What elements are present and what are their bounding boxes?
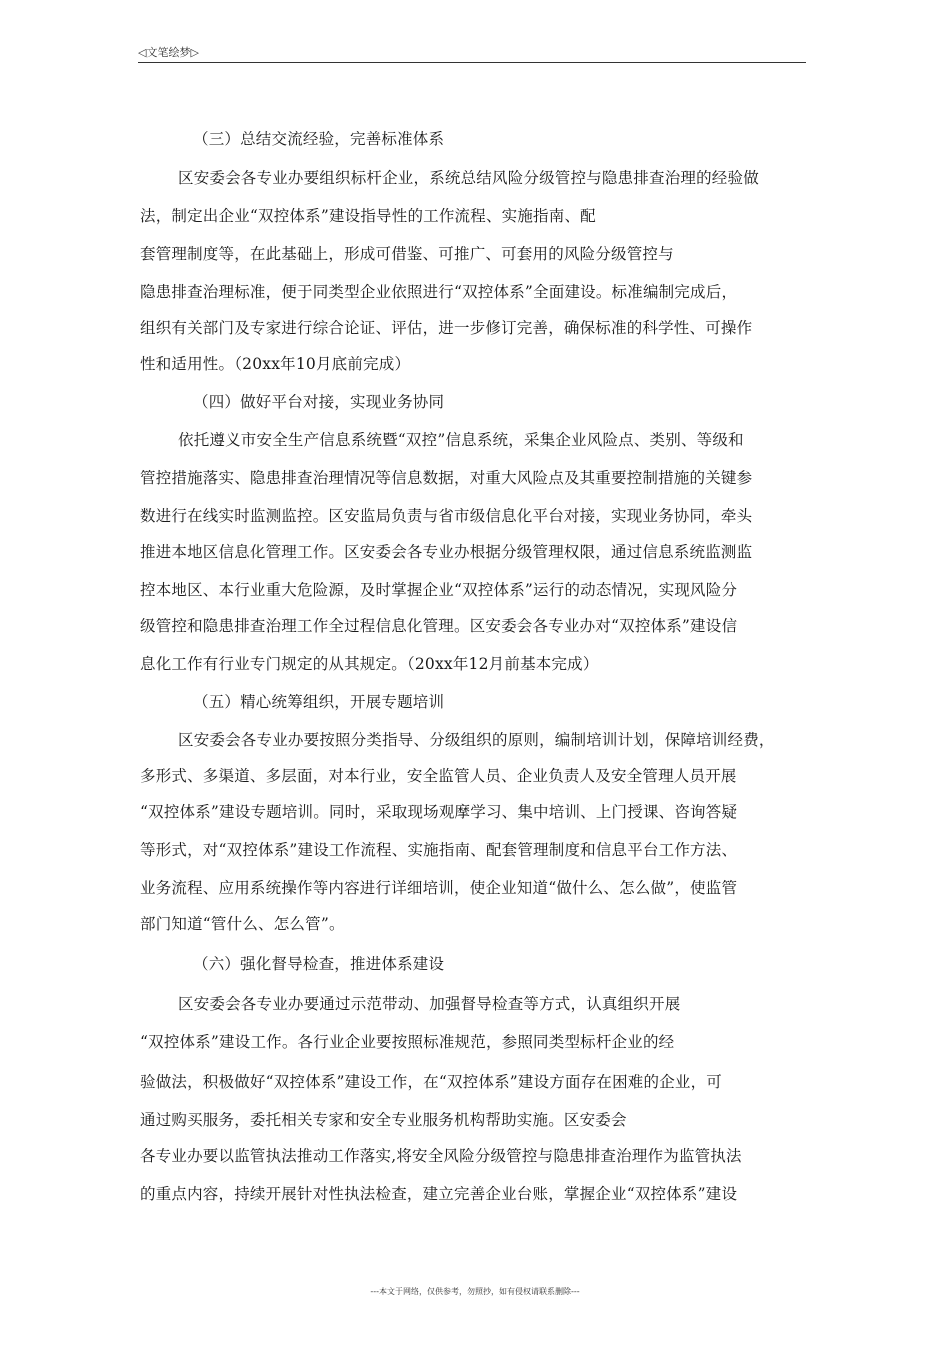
paragraph-line: 业务流程、应用系统操作等内容进行详细培训，使企业知道“做什么、怎么做”，使监管 bbox=[140, 879, 738, 897]
paragraph-line: 的重点内容，持续开展针对性执法检查，建立完善企业台账，掌握企业“双控体系”建设 bbox=[140, 1185, 738, 1203]
paragraph-line: 套管理制度等，在此基础上，形成可借鉴、可推广、可套用的风险分级管控与 bbox=[140, 245, 674, 263]
page-header bbox=[138, 42, 806, 63]
paragraph-line: 推进本地区信息化管理工作。区安委会各专业办根据分级管理权限，通过信息系统监测监 bbox=[140, 543, 753, 561]
paragraph-line: 部门知道“管什么、怎么管”。 bbox=[140, 915, 345, 933]
paragraph-line: 依托遵义市安全生产信息系统暨“双控”信息系统，采集企业风险点、类别、等级和 bbox=[178, 431, 744, 449]
paragraph-line: 通过购买服务，委托相关专家和安全专业服务机构帮助实施。区安委会 bbox=[140, 1111, 627, 1129]
paragraph-line: 各专业办要以监管执法推动工作落实,将安全风险分级管控与隐患排查治理作为监管执法 bbox=[140, 1147, 742, 1165]
paragraph-line: 级管控和隐患排查治理工作全过程信息化管理。区安委会各专业办对“双控体系”建设信 bbox=[140, 617, 738, 635]
paragraph-line: 管控措施落实、隐患排查治理情况等信息数据，对重大风险点及其重要控制措施的关键参 bbox=[140, 469, 753, 487]
paragraph-line: 验做法，积极做好“双控体系”建设工作，在“双控体系”建设方面存在困难的企业，可 bbox=[140, 1073, 722, 1091]
paragraph-line: 控本地区、本行业重大危险源，及时掌握企业“双控体系”运行的动态情况，实现风险分 bbox=[140, 581, 738, 599]
header-label: ◁文笔绘梦▷ bbox=[138, 46, 199, 59]
paragraph-line: 区安委会各专业办要组织标杆企业，系统总结风险分级管控与隐患排查治理的经验做 bbox=[178, 169, 759, 187]
paragraph-line: 数进行在线实时监测监控。区安监局负责与省市级信息化平台对接，实现业务协同，牵头 bbox=[140, 507, 753, 525]
paragraph-line: 多形式、多渠道、多层面，对本行业，安全监管人员、企业负责人及安全管理人员开展 bbox=[140, 767, 737, 785]
paragraph-line: “双控体系”建设专题培训。同时，采取现场观摩学习、集中培训、上门授课、咨询答疑 bbox=[140, 803, 738, 821]
paragraph-line: “双控体系”建设工作。各行业企业要按照标准规范，参照同类型标杆企业的经 bbox=[140, 1033, 675, 1051]
paragraph-line: 性和适用性。（20xx年10月底前完成） bbox=[140, 355, 411, 373]
paragraph-line: 等形式，对“双控体系”建设工作流程、实施指南、配套管理制度和信息平台工作方法、 bbox=[140, 841, 738, 859]
paragraph-line: 法，制定出企业“双控体系”建设指导性的工作流程、实施指南、配 bbox=[140, 207, 596, 225]
section-heading-3: （三）总结交流经验，完善标准体系 bbox=[193, 130, 445, 148]
paragraph-line: 组织有关部门及专家进行综合论证、评估，进一步修订完善，确保标准的科学性、可操作 bbox=[140, 319, 753, 337]
page-footer: ---本文于网络，仅供参考，勿照抄，如有侵权请联系删除--- bbox=[370, 1287, 580, 1296]
paragraph-line: 隐患排查治理标准，便于同类型企业依照进行“双控体系”全面建设。标准编制完成后， bbox=[140, 283, 738, 301]
paragraph-line: 区安委会各专业办要按照分类指导、分级组织的原则，编制培训计划，保障培训经费， bbox=[178, 731, 775, 749]
section-heading-4: （四）做好平台对接，实现业务协同 bbox=[193, 393, 445, 411]
paragraph-line: 区安委会各专业办要通过示范带动、加强督导检查等方式，认真组织开展 bbox=[178, 995, 681, 1013]
paragraph-line: 息化工作有行业专门规定的从其规定。（20xx年12月前基本完成） bbox=[140, 655, 599, 673]
section-heading-6: （六）强化督导检查，推进体系建设 bbox=[193, 955, 445, 973]
section-heading-5: （五）精心统筹组织，开展专题培训 bbox=[193, 693, 445, 711]
